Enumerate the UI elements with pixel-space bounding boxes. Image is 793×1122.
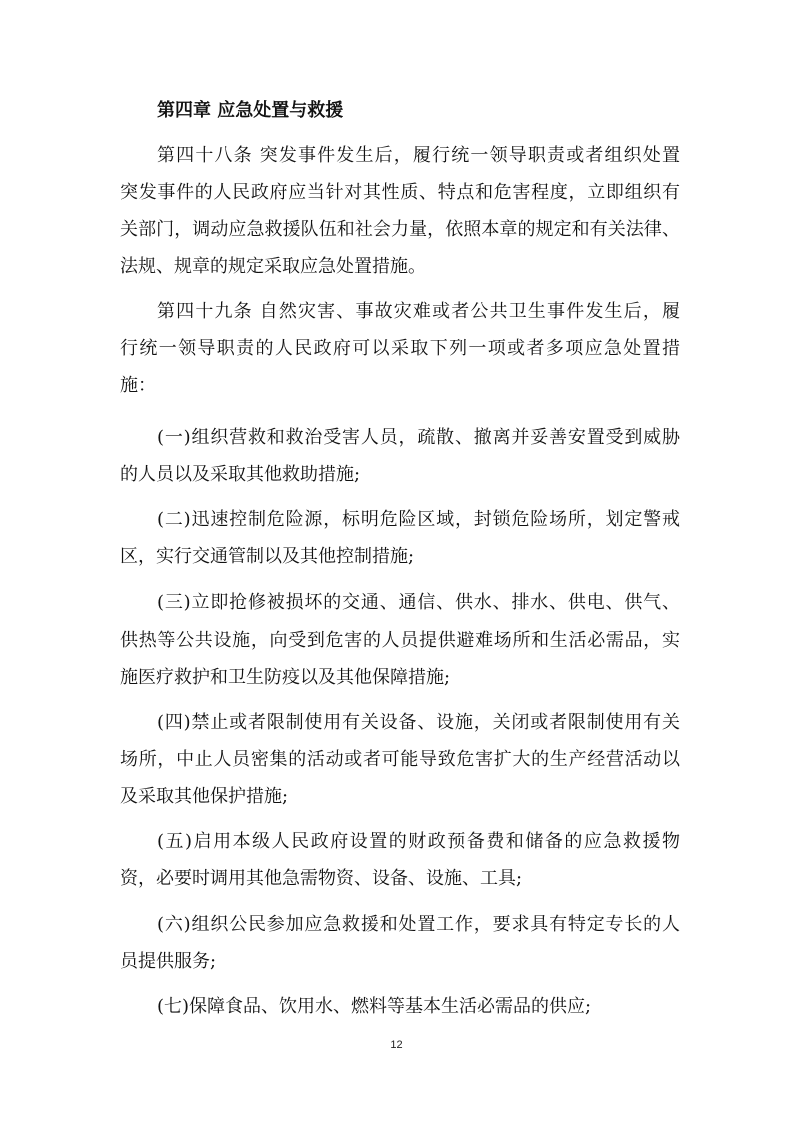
paragraph-line: 员提供服务; xyxy=(120,951,217,972)
paragraph-line: (四)禁止或者限制使用有关设备、设施，关闭或者限制使用有关 xyxy=(157,712,680,733)
paragraph-line: 区，实行交通管制以及其他控制措施; xyxy=(120,546,415,567)
paragraph-line: 的人员以及采取其他救助措施; xyxy=(120,464,361,485)
paragraph-line: (一)组织营救和救治受害人员，疏散、撤离并妥善安置受到威胁 xyxy=(157,427,680,448)
paragraph-line: 施医疗救护和卫生防疫以及其他保障措施; xyxy=(120,667,451,688)
paragraph-line: 行统一领导职责的人民政府可以采取下列一项或者多项应急处置措 xyxy=(120,338,680,359)
paragraph-line: (三)立即抢修被损坏的交通、通信、供水、排水、供电、供气、 xyxy=(157,592,680,613)
paragraph-line: 关部门，调动应急救援队伍和社会力量，依照本章的规定和有关法律、 xyxy=(120,219,680,240)
paragraph-line: 场所，中止人员密集的活动或者可能导致危害扩大的生产经营活动以 xyxy=(120,749,680,770)
paragraph-line: 资，必要时调用其他急需物资、设备、设施、工具; xyxy=(120,868,523,889)
paragraph-line: 突发事件的人民政府应当针对其性质、特点和危害程度，立即组织有 xyxy=(120,182,680,203)
paragraph-line: (六)组织公民参加应急救援和处置工作，要求具有特定专长的人 xyxy=(157,914,680,935)
paragraph-line: 供热等公共设施，向受到危害的人员提供避难场所和生活必需品，实 xyxy=(120,630,680,651)
paragraph-line: (七)保障食品、饮用水、燃料等基本生活必需品的供应; xyxy=(157,996,592,1017)
paragraph-line: (二)迅速控制危险源，标明危险区域，封锁危险场所，划定警戒 xyxy=(157,509,680,530)
page-number: 12 xyxy=(390,1039,403,1051)
chapter-heading: 第四章 应急处置与救援 xyxy=(157,100,344,121)
paragraph-line: 施： xyxy=(120,375,156,396)
paragraph-line: 第四十八条 突发事件发生后，履行统一领导职责或者组织处置 xyxy=(157,145,680,166)
paragraph-line: 及采取其他保护措施; xyxy=(120,786,289,807)
paragraph-line: 法规、规章的规定采取应急处置措施。 xyxy=(120,256,426,277)
paragraph-line: (五)启用本级人民政府设置的财政预备费和储备的应急救援物 xyxy=(157,831,680,852)
paragraph-line: 第四十九条 自然灾害、事故灾难或者公共卫生事件发生后，履 xyxy=(157,301,680,322)
